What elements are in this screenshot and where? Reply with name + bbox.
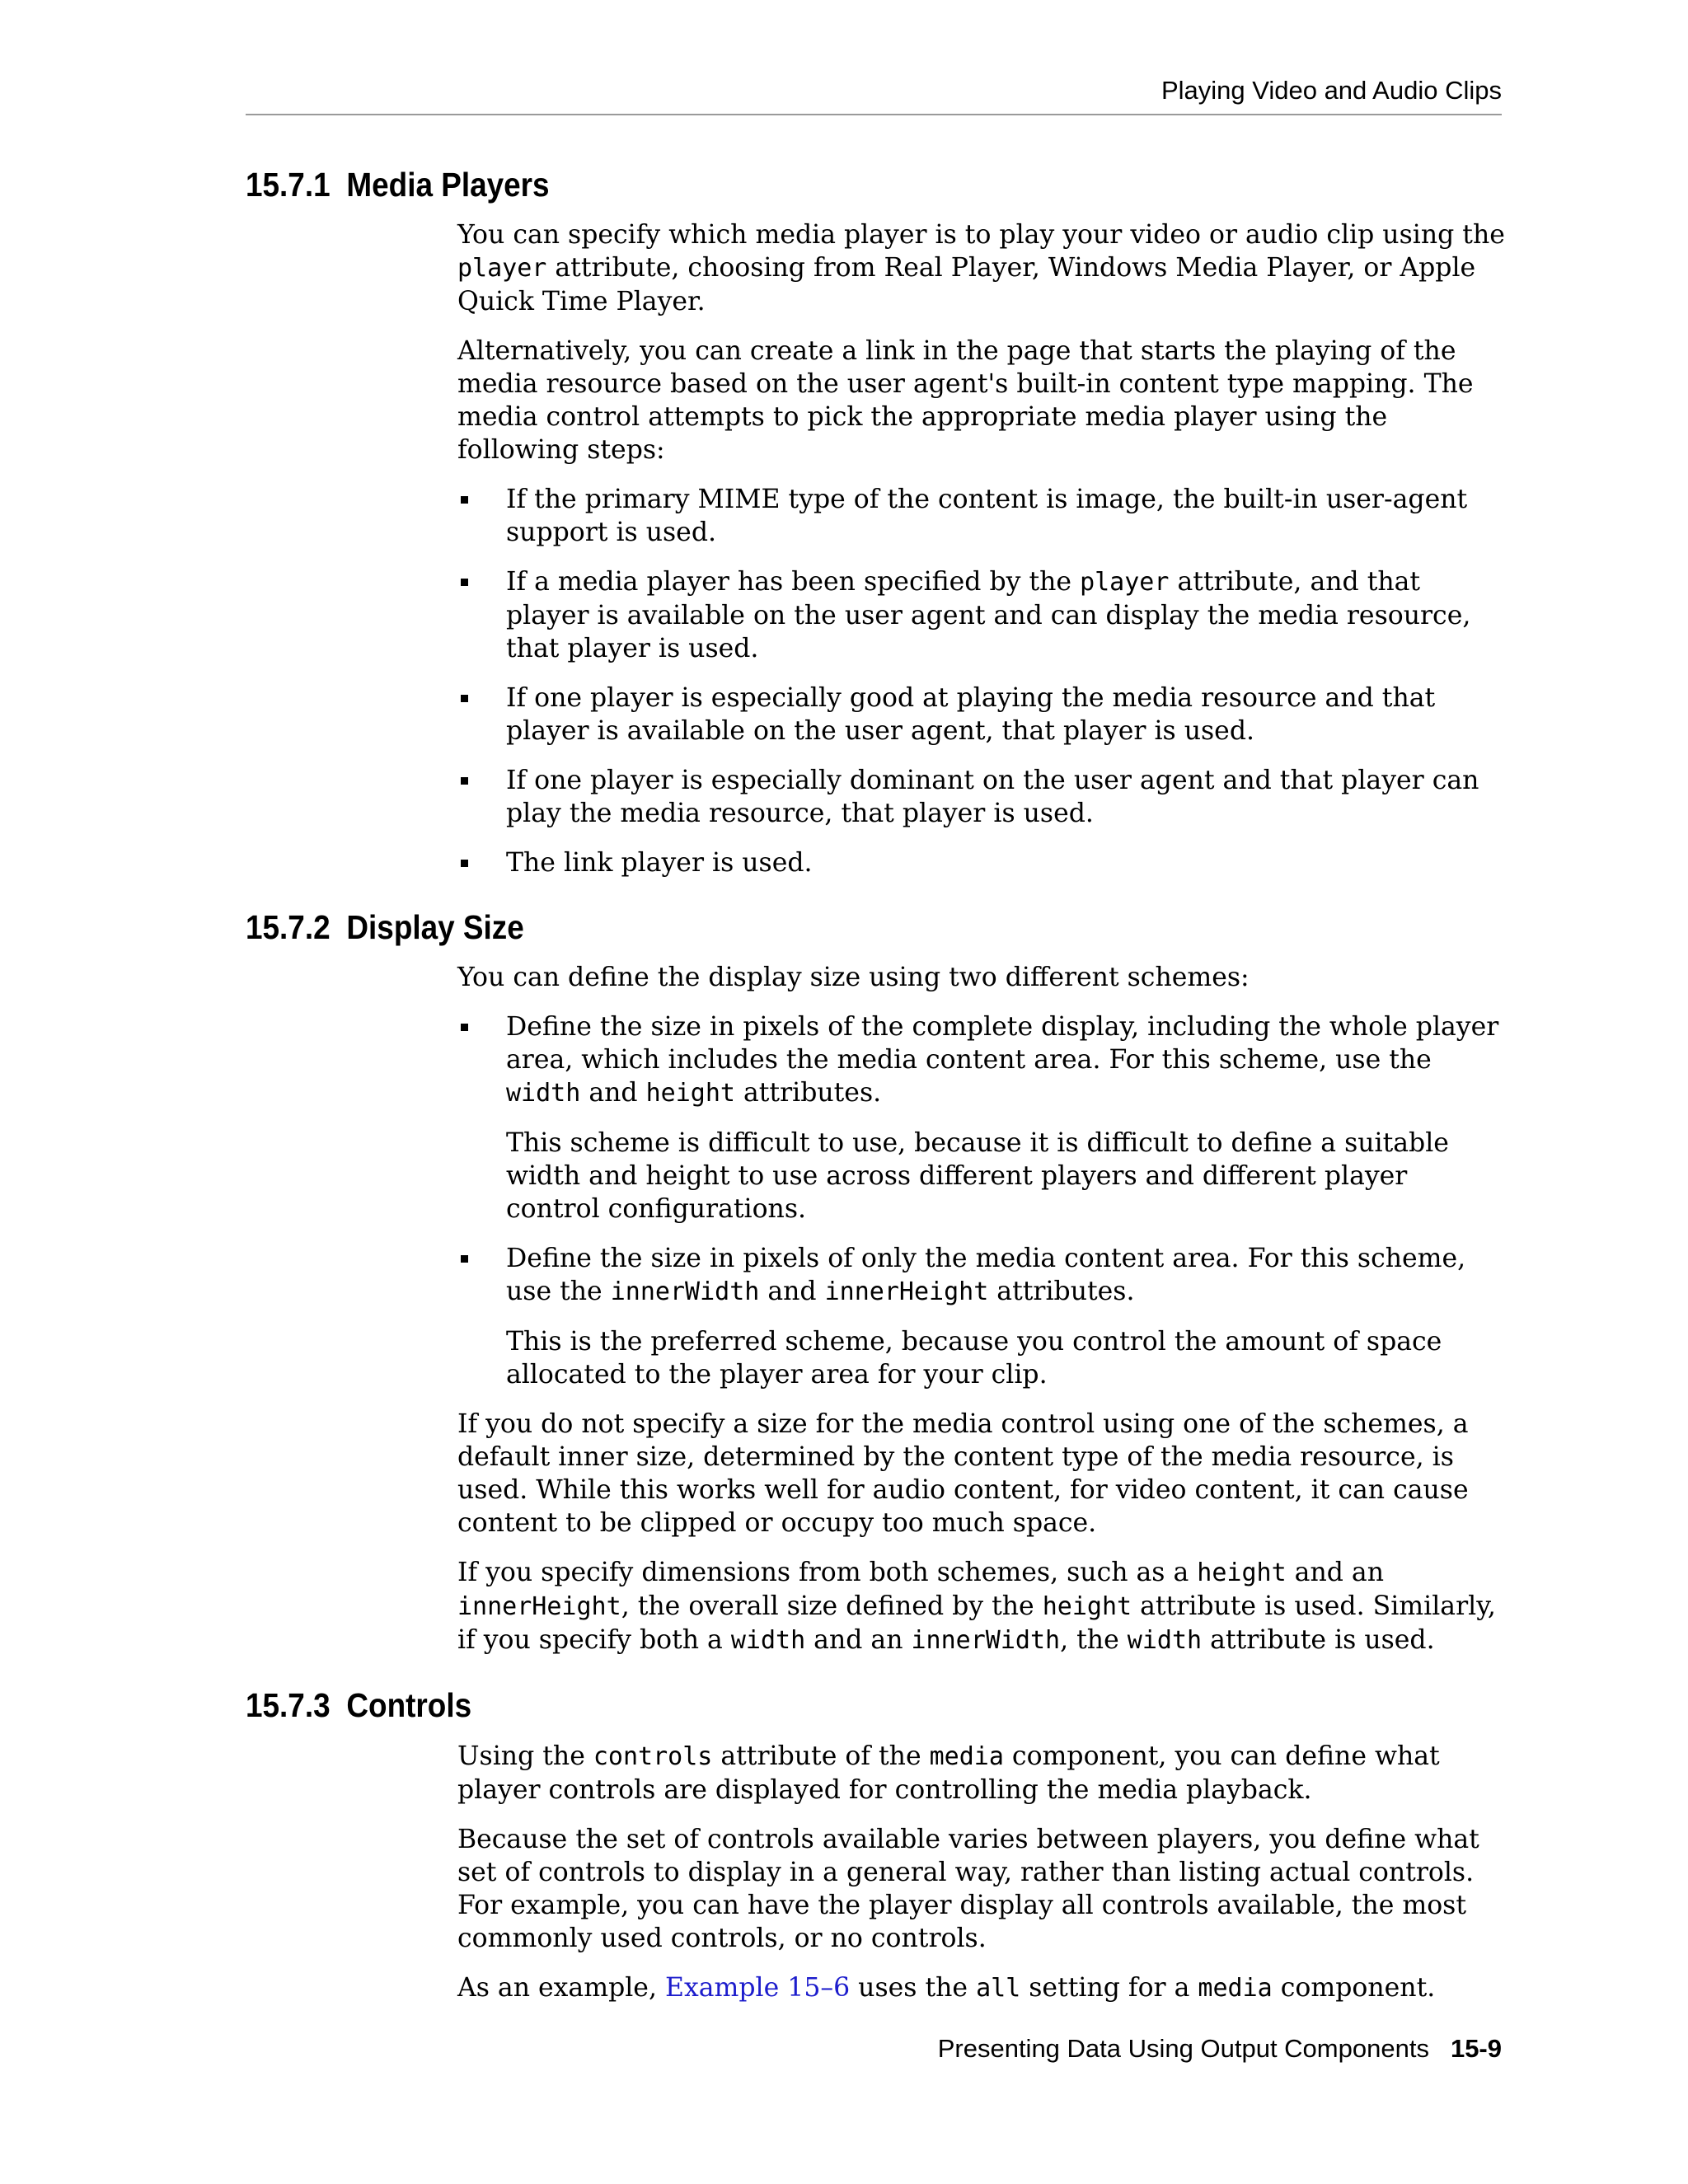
bullet-icon (461, 860, 468, 867)
page-number: 15-9 (1450, 2034, 1502, 2063)
code-term: height (1197, 1558, 1287, 1588)
code-term: player (457, 254, 547, 284)
footer-title: Presenting Data Using Output Components (937, 2034, 1429, 2063)
code-term: media (1198, 1973, 1273, 2003)
section-title: Controls (346, 1686, 472, 1725)
code-term: width (506, 1079, 581, 1108)
text: If you specify dimensions from both schemes, such as a (457, 1558, 1198, 1588)
paragraph (457, 218, 1507, 318)
section-title: Display Size (346, 908, 524, 947)
bullet-list (457, 483, 1507, 879)
header-title: Playing Video and Audio Clips (1160, 76, 1502, 105)
paragraph (457, 1740, 1507, 1807)
text: and (759, 1277, 825, 1307)
paragraph: If you do not specify a size for the media control using one of the schemes, a default inner size, determined by the content type of the media resource, is used. While this works well for audio content, for video content, it can cause content to be clipped or occupy too much space. (457, 1409, 1469, 1539)
code-term: innerHeight (824, 1277, 989, 1307)
text: The link player is used. (506, 848, 813, 879)
bullet-icon (461, 496, 468, 504)
code-term: all (976, 1973, 1021, 2003)
text: If a media player has been specified by the (506, 567, 1081, 598)
list-item (457, 1242, 1507, 1391)
code-term: innerWidth (610, 1277, 760, 1307)
code-term: width (730, 1626, 806, 1656)
code-term: width (1127, 1626, 1203, 1656)
section-controls (246, 1685, 1507, 2004)
text: uses the (850, 1972, 977, 2003)
paragraph: This is the preferred scheme, because you control the amount of space allocated to the player area for your clip. (506, 1327, 1442, 1390)
text: component. (1272, 1972, 1436, 2003)
section-media-players (246, 165, 1507, 879)
list-item (457, 846, 1507, 879)
list-item (457, 483, 1507, 549)
bullet-icon (461, 695, 468, 702)
code-term: controls (593, 1741, 713, 1771)
text: Define the size in pixels of the complete display, including the whole player area, which includes the media content area. For this scheme, use the (506, 1012, 1499, 1076)
paragraph: You can define the display size using two different schemes: (457, 963, 1250, 993)
code-term: innerHeight (457, 1592, 621, 1622)
text: setting for a (1020, 1972, 1198, 2003)
paragraph: This scheme is difficult to use, because it is difficult to define a suitable width and height to use across different players and different player control configurations. (506, 1128, 1449, 1225)
section-number: 15.7.1 (246, 166, 331, 204)
page-content (246, 165, 1507, 2033)
page-header (246, 76, 1502, 115)
text: and an (805, 1625, 912, 1656)
paragraph (457, 1556, 1507, 1657)
text: attribute of the (712, 1741, 930, 1771)
list-item (457, 1010, 1507, 1226)
text: attribute is used. Similarly, if you specify both a (457, 1591, 1496, 1656)
example-link[interactable]: Example 15–6 (664, 1972, 851, 2003)
bullet-list (457, 1010, 1507, 1391)
text: , the (1060, 1625, 1128, 1656)
bullet-icon (461, 777, 468, 785)
text: As an example, (457, 1972, 665, 2003)
text: attribute, and that player is available on the user agent and can display the media resource, that player is used. (506, 567, 1471, 664)
text: attributes. (734, 1078, 882, 1108)
text: attributes. (988, 1277, 1135, 1307)
section-heading-display-size (246, 907, 1381, 948)
code-term: height (645, 1079, 735, 1108)
code-term: player (1080, 568, 1170, 598)
paragraph (506, 1242, 1507, 1309)
list-item (457, 764, 1507, 830)
text: component, you can define what player controls are displayed for controlling the media playback. (457, 1741, 1440, 1805)
text: , the overall size defined by the (621, 1591, 1043, 1622)
code-term: height (1042, 1592, 1132, 1622)
text: If one player is especially good at playing the media resource and that player is available on the user agent, that player is used. (506, 683, 1436, 747)
text: attribute is used. (1202, 1625, 1435, 1656)
text: attribute, choosing from Real Player, Windows Media Player, or Apple Quick Time Player. (457, 253, 1476, 317)
code-term: media (929, 1741, 1004, 1771)
paragraph (506, 1010, 1507, 1110)
text: Define the size in pixels of only the media content area. For this scheme, use the (506, 1244, 1466, 1307)
section-number: 15.7.2 (246, 908, 331, 947)
bullet-icon (461, 579, 468, 586)
text: and (580, 1078, 646, 1108)
paragraph: Alternatively, you can create a link in the page that starts the playing of the media resource based on the user agent's built-in content type mapping. The media control attempts to pick the appropriate media player using the following steps: (457, 336, 1474, 466)
text: Using the (457, 1741, 593, 1771)
bullet-icon (461, 1024, 468, 1031)
page-footer (938, 2034, 1502, 2064)
section-title: Media Players (346, 166, 550, 204)
list-item (457, 565, 1507, 665)
section-heading-controls (246, 1685, 1381, 1726)
list-item (457, 682, 1507, 748)
bullet-icon (461, 1255, 468, 1263)
text: If the primary MIME type of the content is image, the built-in user-agent support is used. (506, 485, 1468, 548)
section-display-size (246, 907, 1507, 1657)
text: and an (1286, 1558, 1384, 1588)
paragraph (457, 1971, 1507, 2005)
code-term: innerWidth (911, 1626, 1061, 1656)
section-heading-media-players (246, 165, 1381, 205)
text: You can specify which media player is to play your video or audio clip using the (457, 220, 1505, 251)
section-number: 15.7.3 (246, 1686, 331, 1725)
paragraph: Because the set of controls available varies between players, you define what set of controls to display in a general way, rather than listing actual controls. For example, you can have the player display all controls available, the most commonly used controls, or no controls. (457, 1824, 1479, 1953)
text: If one player is especially dominant on the user agent and that player can play the media resource, that player is used. (506, 766, 1479, 829)
